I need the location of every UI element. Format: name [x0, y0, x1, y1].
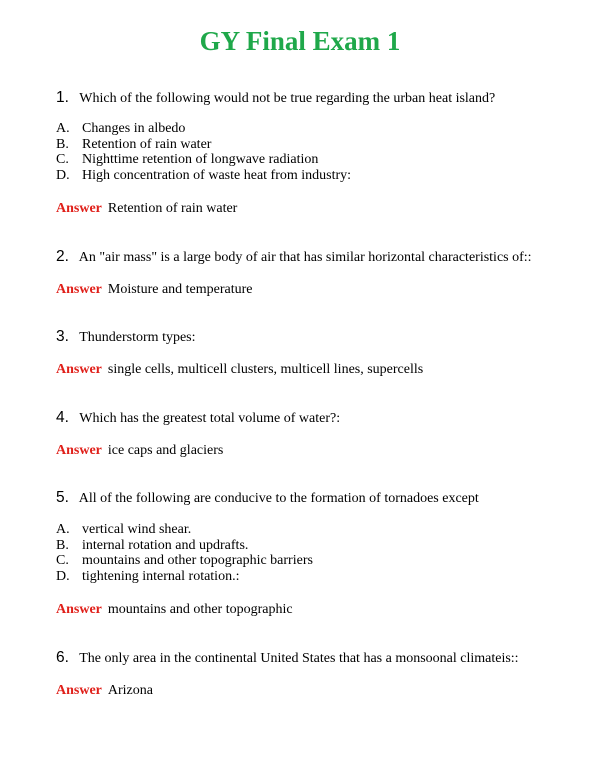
answer-text: Moisture and temperature: [107, 282, 253, 297]
question-2-prompt: An "air mass" is a large body of air that has similar horizontal characteristics of::: [78, 250, 532, 265]
answer-label: Answer: [56, 201, 102, 216]
question-5-answer: [56, 601, 576, 619]
question-4-text: [56, 409, 576, 428]
question-1-prompt: Which of the following would not be true regarding the urban heat island?: [79, 91, 496, 106]
question-5: [56, 489, 576, 508]
question-5-number: 5.: [56, 489, 69, 506]
question-6-number: 6.: [56, 649, 69, 666]
answer-text: Retention of rain water: [107, 201, 238, 216]
option-c: C. Nighttime retention of longwave radiation: [56, 152, 319, 168]
question-2: [56, 248, 576, 267]
question-6-prompt: The only area in the continental United States that has a monsoonal climateis::: [79, 651, 519, 666]
question-5-prompt: All of the following are conducive to the formation of tornadoes except: [78, 491, 479, 506]
question-6: [56, 649, 576, 668]
answer-label: Answer: [56, 362, 102, 377]
question-4-answer: [56, 442, 576, 460]
question-1-answer: [56, 200, 576, 218]
option-d: D. tightening internal rotation.:: [56, 568, 240, 584]
question-4-number: 4.: [56, 409, 69, 426]
answer-text: mountains and other topographic: [107, 602, 293, 617]
question-3-text: [56, 328, 576, 347]
question-6-text: [56, 649, 576, 668]
option-b: B. internal rotation and updrafts.: [56, 537, 249, 553]
question-3-answer: [56, 361, 576, 379]
question-5-text: [56, 489, 576, 508]
option-c: C. mountains and other topographic barriers: [56, 553, 313, 569]
option-a: A. vertical wind shear.: [56, 522, 192, 537]
question-1: [56, 89, 576, 108]
answer-label: Answer: [56, 443, 102, 458]
question-1-number: 1.: [56, 89, 69, 106]
question-2-answer: [56, 281, 576, 299]
question-4-prompt: Which has the greatest total volume of water?:: [79, 411, 341, 426]
question-1-text: [56, 89, 576, 108]
answer-label: Answer: [56, 602, 102, 617]
option-d: D. High concentration of waste heat from industry:: [56, 167, 352, 183]
answer-text: Arizona: [107, 683, 153, 698]
page-title: GY Final Exam 1: [199, 26, 401, 56]
option-a: A. Changes in albedo: [56, 121, 186, 136]
question-2-number: 2.: [56, 248, 69, 265]
question-3: [56, 328, 576, 347]
answer-text: ice caps and glaciers: [107, 443, 224, 458]
question-5-options: [56, 522, 576, 584]
option-b: B. Retention of rain water: [56, 136, 212, 152]
question-2-text: [56, 248, 576, 267]
answer-text: single cells, multicell clusters, multicell lines, supercells: [107, 362, 424, 377]
question-4: [56, 409, 576, 428]
answer-label: Answer: [56, 282, 102, 297]
question-1-options: [56, 121, 576, 183]
answer-label: Answer: [56, 683, 102, 698]
question-3-prompt: Thunderstorm types:: [79, 330, 196, 345]
question-6-answer: [56, 682, 576, 700]
question-3-number: 3.: [56, 328, 69, 345]
